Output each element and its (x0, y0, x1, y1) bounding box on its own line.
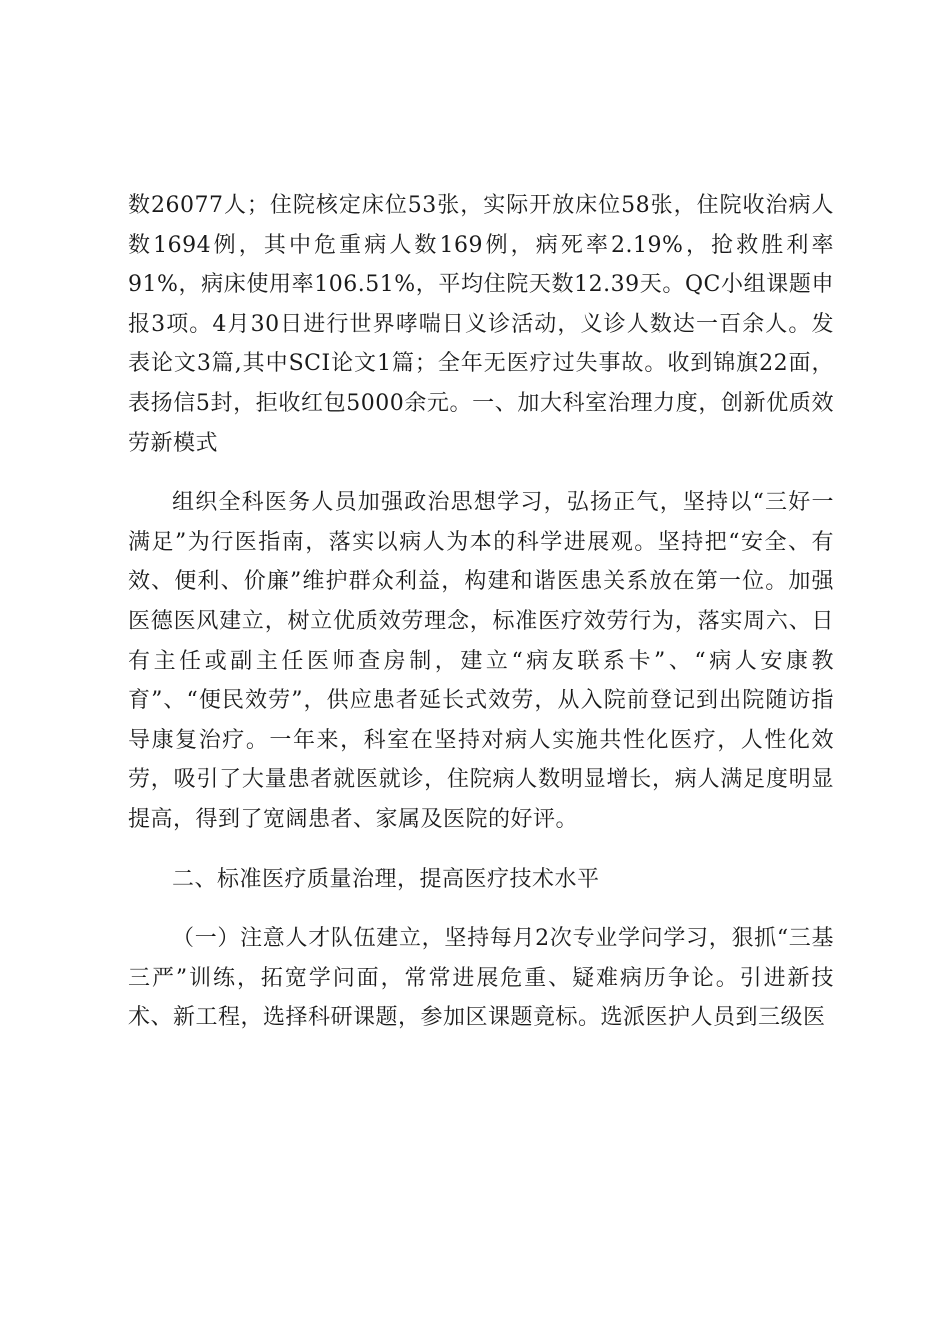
document-page (128, 186, 834, 1038)
paragraph-statistics: 数26077人；住院核定床位53张，实际开放床位58张，住院收治病人数1694例，其中危重病人数169例，病死率2.19%，抢救胜利率91%，病床使用率106.51%，平均住院天数12.39天。QC小组课题申报3项。4月30日进行世界哮喘日义诊活动，义诊人数达一百余人。发表论文3篇,其中SCI论文1篇；全年无医疗过失事故。收到锦旗22面，表扬信5封，拒收红包5000余元。一、加大科室治理力度，创新优质效劳新模式 (128, 193, 834, 456)
paragraph-service-model: 组织全科医务人员加强政治思想学习，弘扬正气，坚持以“三好一满足”为行医指南，落实以病人为本的科学进展观。坚持把“安全、有效、便利、价廉”维护群众利益，构建和谐医患关系放在第一位。加强医德医风建立，树立优质效劳理念，标准医疗效劳行为，落实周六、日有主任或副主任医师查房制，建立“病友联系卡”、“病人安康教育”、“便民效劳”，供应患者延长式效劳，从入院前登记到出院随访指导康复治疗。一年来，科室在坚持对病人实施共性化医疗，人性化效劳，吸引了大量患者就医就诊，住院病人数明显增长，病人满足度明显提高，得到了宽阔患者、家属及医院的好评。 (128, 490, 834, 832)
paragraph-talent-team: （一）注意人才队伍建立，坚持每月2次专业学问学习，狠抓“三基三严”训练，拓宽学问面，常常进展危重、疑难病历争论。引进新技术、新工程，选择科研课题，参加区课题竟标。选派医护人员到三级医 (128, 926, 834, 1031)
section-heading-quality: 二、标准医疗质量治理，提高医疗技术水平 (172, 866, 600, 892)
